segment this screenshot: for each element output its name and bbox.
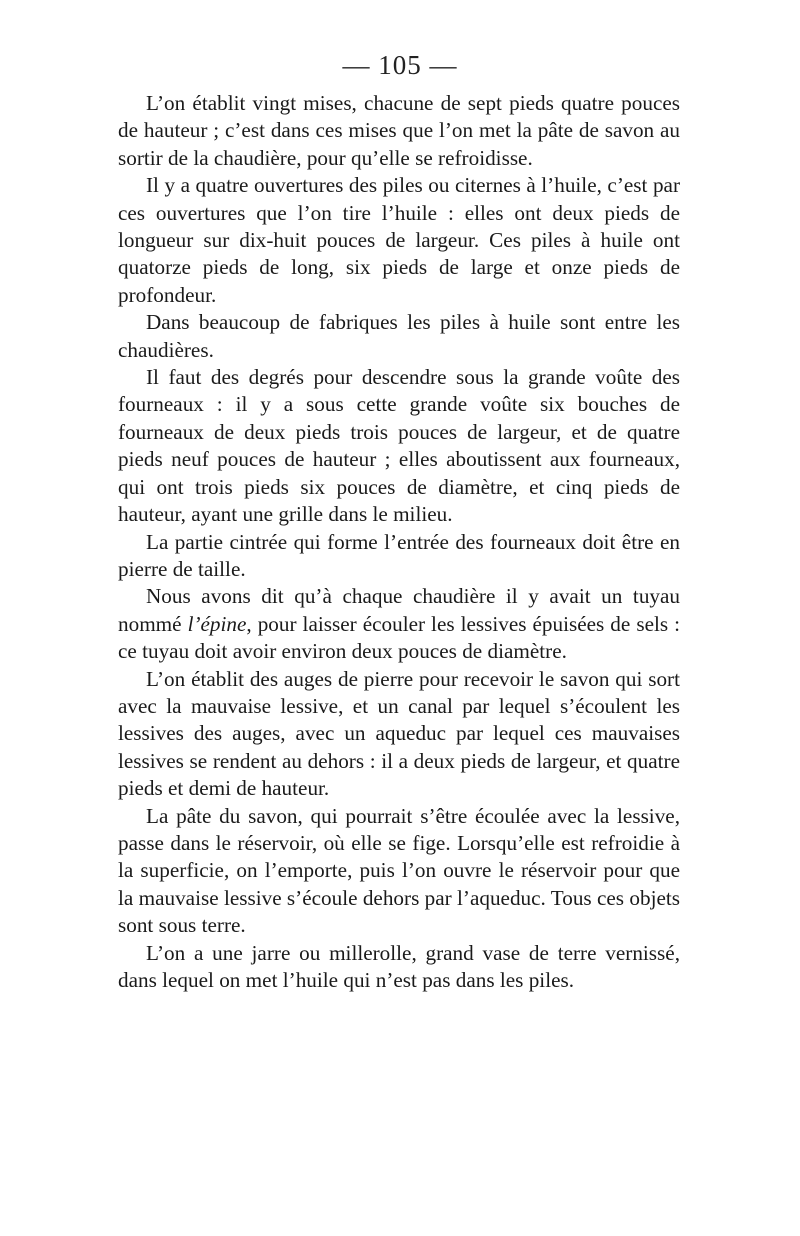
paragraph-piles-entre-chaudieres: Dans beaucoup de fabriques les piles à huile sont entre les chaudières. bbox=[118, 310, 680, 362]
paragraph-mises: L’on établit vingt mises, chacune de sept pieds quatre pouces de hauteur ; c’est dans ces mises que l’on met la pâte de savon au sortir de la chaudière, pour qu’elle se refroidisse. bbox=[118, 91, 680, 170]
paragraph-pate-savon: La pâte du savon, qui pourrait s’être écoulée avec la lessive, passe dans le réservoir, où elle se fige. Lorsqu’elle est refroidie à la superficie, on l’emporte, puis l’on ouvre le réservoir pour que la mauvaise lessive s’écoule dehors par l’aqueduc. Tous ces objets sont sous terre. bbox=[118, 803, 680, 938]
paragraph-tuyau-epine bbox=[118, 583, 680, 665]
paragraph-jarre: L’on a une jarre ou millerolle, grand vase de terre vernissé, dans lequel on met l’huile qui n’est pas dans les piles. bbox=[118, 940, 680, 992]
term-epine: l’épine bbox=[187, 611, 247, 636]
paragraph-tuyau-before: Nous avons dit qu’à chaque chaudière il y avait un tuyau nommé bbox=[118, 584, 680, 636]
paragraph-degres-fourneaux: Il faut des degrés pour descendre sous la grande voûte des fourneaux : il y a sous cette grande voûte six bouches de fourneaux de deux pieds trois pouces de largeur, et de quatre pieds neuf pouces de hauteur ; elles aboutissent aux fourneaux, qui ont trois pieds six pouces de diamètre, et cinq pieds de hauteur, ayant une grille dans le milieu. bbox=[118, 365, 680, 527]
paragraph-tuyau-after: , pour laisser écouler les lessives épuisées de sels : ce tuyau doit avoir environ deux pouces de diamètre. bbox=[118, 611, 680, 664]
page-number: — 105 — bbox=[342, 50, 458, 80]
body-text bbox=[118, 90, 680, 994]
paragraph-ouvertures-piles: Il y a quatre ouvertures des piles ou citernes à l’huile, c’est par ces ouvertures que l’on tire l’huile : elles ont deux pieds de longueur sur dix-huit pouces de largeur. Ces piles à huile ont quatorze pieds de long, six pieds de large et onze pieds de profondeur. bbox=[118, 173, 680, 307]
paragraph-partie-cintree: La partie cintrée qui forme l’entrée des fourneaux doit être en pierre de taille. bbox=[118, 529, 680, 581]
paragraph-auges: L’on établit des auges de pierre pour recevoir le savon qui sort avec la mauvaise lessive, et un canal par lequel s’écoulent les lessives des auges, avec un aqueduc par lequel ces mauvaises lessives se rendent au dehors : il a deux pieds de largeur, et quatre pieds et demi de hauteur. bbox=[118, 666, 680, 801]
